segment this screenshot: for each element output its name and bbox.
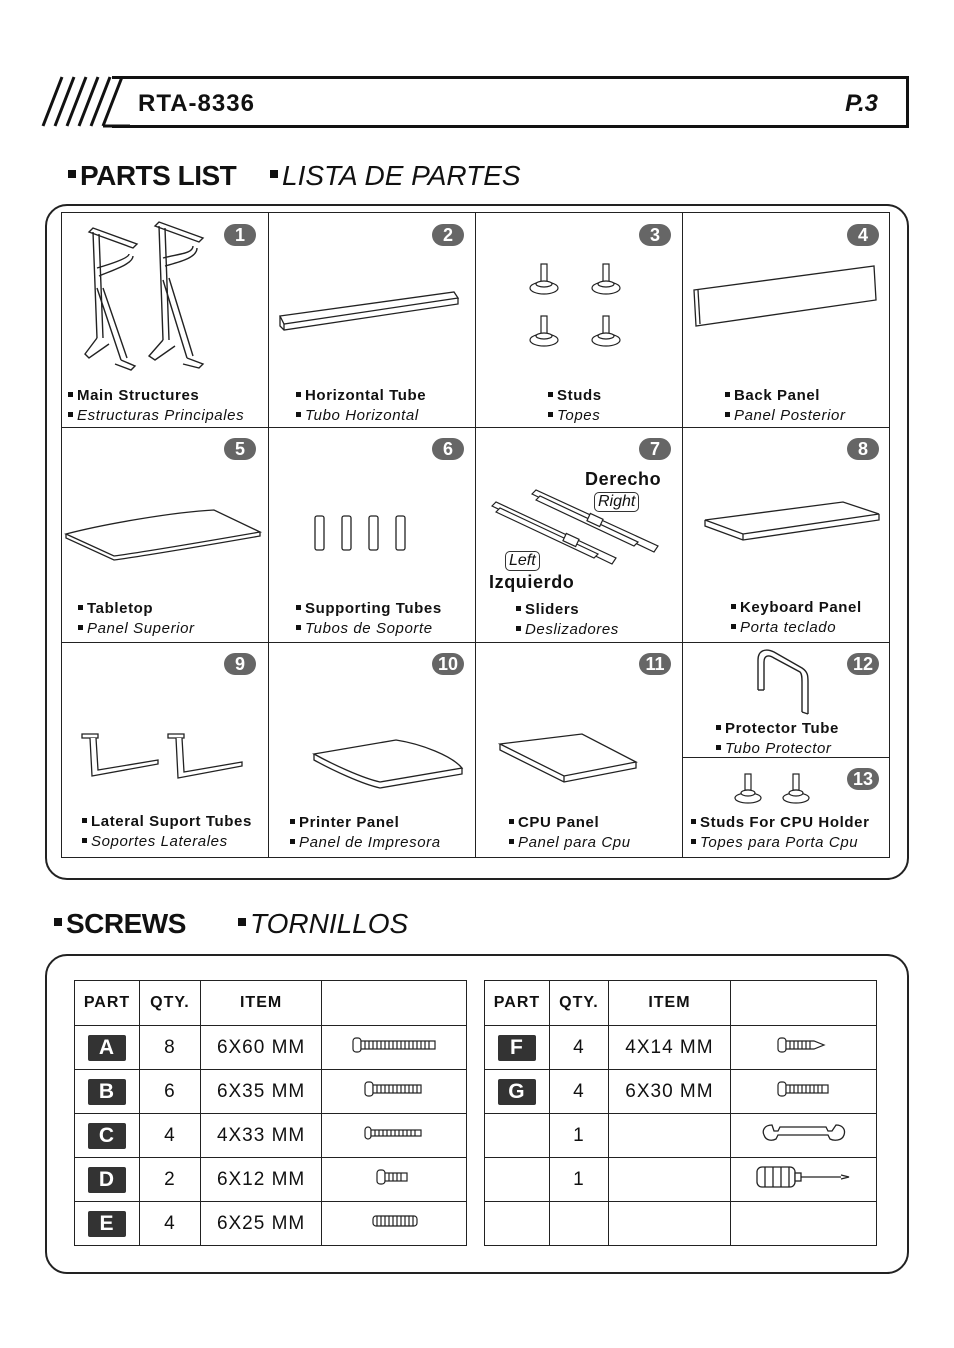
col-image — [322, 981, 467, 1026]
screw-4x33-icon — [349, 1123, 439, 1143]
screws-heading: SCREWS — [54, 908, 186, 940]
parts-list-heading: PARTS LIST — [68, 160, 236, 192]
part-number-badge: 10 — [432, 653, 464, 675]
lista-de-partes-heading: LISTA DE PARTES — [270, 160, 521, 192]
bolt-6x25-icon — [349, 1211, 439, 1231]
screw-4x14-icon — [758, 1035, 848, 1055]
page-header — [40, 74, 908, 128]
part-number-badge: 7 — [639, 438, 671, 460]
item-cell — [608, 1114, 730, 1158]
part-cell-empty — [485, 1114, 550, 1158]
model-number: RTA-8336 — [138, 90, 255, 117]
qty-cell: 1 — [549, 1158, 608, 1202]
cpu-panel-icon — [498, 732, 640, 784]
col-qty: QTY. — [140, 981, 201, 1026]
table-row — [485, 1070, 877, 1114]
part-number-badge: 5 — [224, 438, 256, 460]
part-letter: G — [498, 1079, 536, 1105]
part-letter: A — [88, 1035, 126, 1061]
part-cell-empty — [485, 1158, 550, 1202]
part-letter: D — [88, 1167, 126, 1193]
table-row — [485, 1158, 877, 1202]
part-number-badge: 6 — [432, 438, 464, 460]
screw-6x12-icon — [349, 1167, 439, 1187]
part-label-3: Studs Topes — [548, 386, 602, 426]
tornillos-heading: TORNILLOS — [238, 908, 408, 940]
lateral-support-tubes-icon — [76, 730, 246, 784]
table-row — [75, 1114, 467, 1158]
qty-cell: 4 — [549, 1026, 608, 1070]
qty-cell: 4 — [140, 1114, 201, 1158]
part-label-1: Main Structures Estructuras Principales — [68, 386, 244, 426]
table-row — [75, 1158, 467, 1202]
screws-table-left — [74, 980, 467, 1246]
part-label-7: Sliders Deslizadores — [516, 600, 619, 640]
part-label-2: Horizontal Tube Tubo Horizontal — [296, 386, 426, 426]
col-image — [730, 981, 876, 1026]
protector-tube-icon — [752, 646, 812, 718]
item-cell: 6X60 MM — [200, 1026, 321, 1070]
tabletop-icon — [64, 506, 264, 564]
table-row — [485, 1026, 877, 1070]
col-part: PART — [485, 981, 550, 1026]
keyboard-panel-icon — [703, 498, 883, 544]
part-label-8: Keyboard Panel Porta teclado — [731, 598, 862, 638]
part-number-badge: 13 — [847, 768, 879, 790]
table-row — [75, 1202, 467, 1246]
table-row — [485, 1114, 877, 1158]
slider-right-en: Right — [594, 492, 639, 512]
part-label-9: Lateral Suport Tubes Soportes Laterales — [82, 812, 252, 852]
qty-cell: 2 — [140, 1158, 201, 1202]
col-qty: QTY. — [549, 981, 608, 1026]
part-label-12: Protector Tube Tubo Protector — [716, 719, 839, 759]
part-letter: F — [498, 1035, 536, 1061]
part-letter: C — [88, 1123, 126, 1149]
part-number-badge: 1 — [224, 224, 256, 246]
item-cell: 6X12 MM — [200, 1158, 321, 1202]
main-structure-icon — [75, 218, 215, 378]
part-number-badge: 12 — [847, 653, 879, 675]
slider-left-es: Izquierdo — [489, 572, 575, 592]
wrench-icon — [758, 1119, 848, 1147]
item-cell: 4X14 MM — [608, 1026, 730, 1070]
screw-6x35-icon — [349, 1079, 439, 1099]
studs-icon — [522, 258, 632, 354]
col-part: PART — [75, 981, 140, 1026]
part-number-badge: 3 — [639, 224, 671, 246]
qty-cell: 4 — [140, 1202, 201, 1246]
page-number: P.3 — [845, 90, 878, 117]
qty-cell: 6 — [140, 1070, 201, 1114]
part-letter: B — [88, 1079, 126, 1105]
supporting-tubes-icon — [310, 512, 410, 554]
part-label-4: Back Panel Panel Posterior — [725, 386, 846, 426]
screws-table-right — [484, 980, 877, 1246]
slider-right-es: Derecho — [585, 469, 662, 489]
screw-6x60-icon — [349, 1035, 439, 1055]
item-cell: 6X25 MM — [200, 1202, 321, 1246]
table-row — [75, 1070, 467, 1114]
part-number-badge: 2 — [432, 224, 464, 246]
part-number-badge: 11 — [639, 653, 671, 675]
screwdriver-icon — [753, 1163, 853, 1191]
part-number-badge: 9 — [224, 653, 256, 675]
qty-cell: 8 — [140, 1026, 201, 1070]
printer-panel-icon — [312, 738, 466, 790]
part-letter: E — [88, 1211, 126, 1237]
part-label-5: Tabletop Panel Superior — [78, 599, 195, 639]
screw-6x30-icon — [758, 1079, 848, 1099]
item-cell: 6X35 MM — [200, 1070, 321, 1114]
horizontal-tube-icon — [276, 286, 462, 332]
cpu-holder-studs-icon — [730, 772, 816, 806]
back-panel-icon — [690, 262, 880, 330]
item-cell — [608, 1158, 730, 1202]
qty-cell: 1 — [549, 1114, 608, 1158]
item-cell: 6X30 MM — [608, 1070, 730, 1114]
table-row — [485, 1202, 877, 1246]
part-label-6: Supporting Tubes Tubos de Soporte — [296, 599, 442, 639]
table-row — [75, 1026, 467, 1070]
part-number-badge: 8 — [847, 438, 879, 460]
qty-cell: 4 — [549, 1070, 608, 1114]
part-label-10: Printer Panel Panel de Impresora — [290, 813, 441, 853]
part-number-badge: 4 — [847, 224, 879, 246]
part-label-13: Studs For CPU Holder Topes para Porta Cpu — [691, 813, 870, 853]
col-item: ITEM — [608, 981, 730, 1026]
col-item: ITEM — [200, 981, 321, 1026]
item-cell: 4X33 MM — [200, 1114, 321, 1158]
part-label-11: CPU Panel Panel para Cpu — [509, 813, 631, 853]
slider-left-en: Left — [505, 551, 540, 571]
